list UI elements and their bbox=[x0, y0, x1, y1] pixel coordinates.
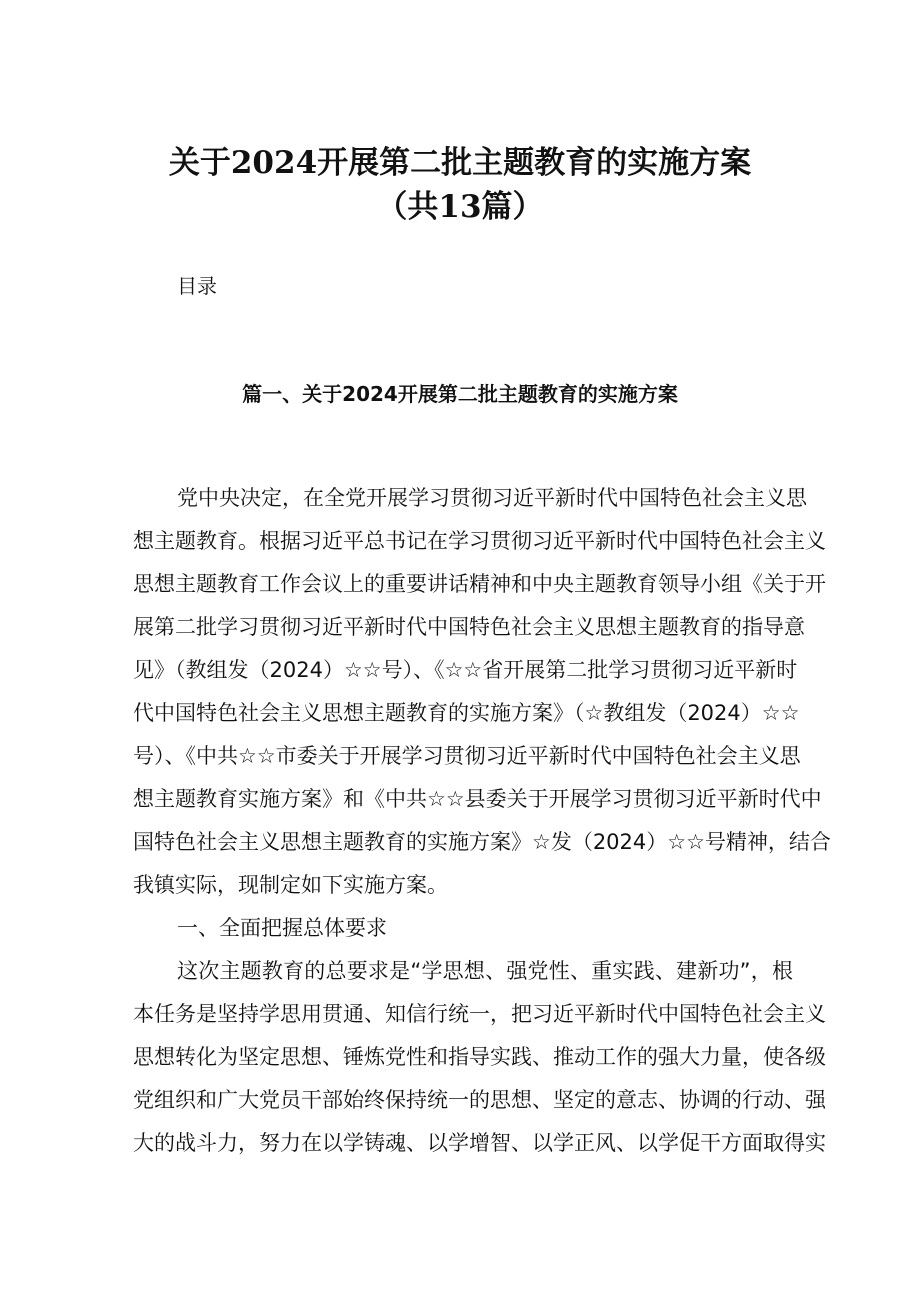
toc-label: 目录 bbox=[177, 274, 217, 298]
paragraph-line: 思想主题教育工作会议上的重要讲话精神和中央主题教育领导小组《关于开 bbox=[133, 572, 826, 596]
chapter-heading: 篇一、关于2024开展第二批主题教育的实施方案 bbox=[242, 382, 678, 406]
paragraph-line: 想主题教育。根据习近平总书记在学习贯彻习近平新时代中国特色社会主义 bbox=[133, 529, 826, 553]
paragraph-line: 这次主题教育的总要求是“学思想、强党性、重实践、建新功”，根 bbox=[177, 959, 793, 983]
paragraph-line: 见》（教组发（2024）☆☆号）、《☆☆省开展第二批学习贯彻习近平新时 bbox=[133, 658, 798, 682]
document-title: 关于2024开展第二批主题教育的实施方案 bbox=[168, 145, 752, 181]
paragraph-line: 大的战斗力，努力在以学铸魂、以学增智、以学正风、以学促干方面取得实 bbox=[133, 1131, 826, 1155]
paragraph-line: 思想转化为坚定思想、锤炼党性和指导实践、推动工作的强大力量，使各级 bbox=[133, 1045, 826, 1069]
paragraph-line: 代中国特色社会主义思想主题教育的实施方案》（☆教组发（2024）☆☆ bbox=[133, 701, 800, 725]
paragraph-line: 党组织和广大党员干部始终保持统一的思想、坚定的意志、协调的行动、强 bbox=[133, 1088, 826, 1112]
document-title-count: （共13篇） bbox=[376, 189, 544, 225]
paragraph-line: 党中央决定，在全党开展学习贯彻习近平新时代中国特色社会主义思 bbox=[177, 486, 807, 510]
paragraph-line: 号）、《中共☆☆市委关于开展学习贯彻习近平新时代中国特色社会主义思 bbox=[133, 744, 801, 768]
paragraph-line: 展第二批学习贯彻习近平新时代中国特色社会主义思想主题教育的指导意 bbox=[133, 615, 805, 639]
paragraph-line: 国特色社会主义思想主题教育的实施方案》☆发（2024）☆☆号精神，结合 bbox=[133, 830, 831, 854]
paragraph-line: 想主题教育实施方案》和《中共☆☆县委关于开展学习贯彻习近平新时代中 bbox=[133, 787, 822, 811]
section-heading: 一、全面把握总体要求 bbox=[177, 916, 387, 940]
paragraph-line: 本任务是坚持学思用贯通、知信行统一，把习近平新时代中国特色社会主义 bbox=[133, 1002, 826, 1026]
paragraph-line: 我镇实际，现制定如下实施方案。 bbox=[133, 873, 448, 897]
